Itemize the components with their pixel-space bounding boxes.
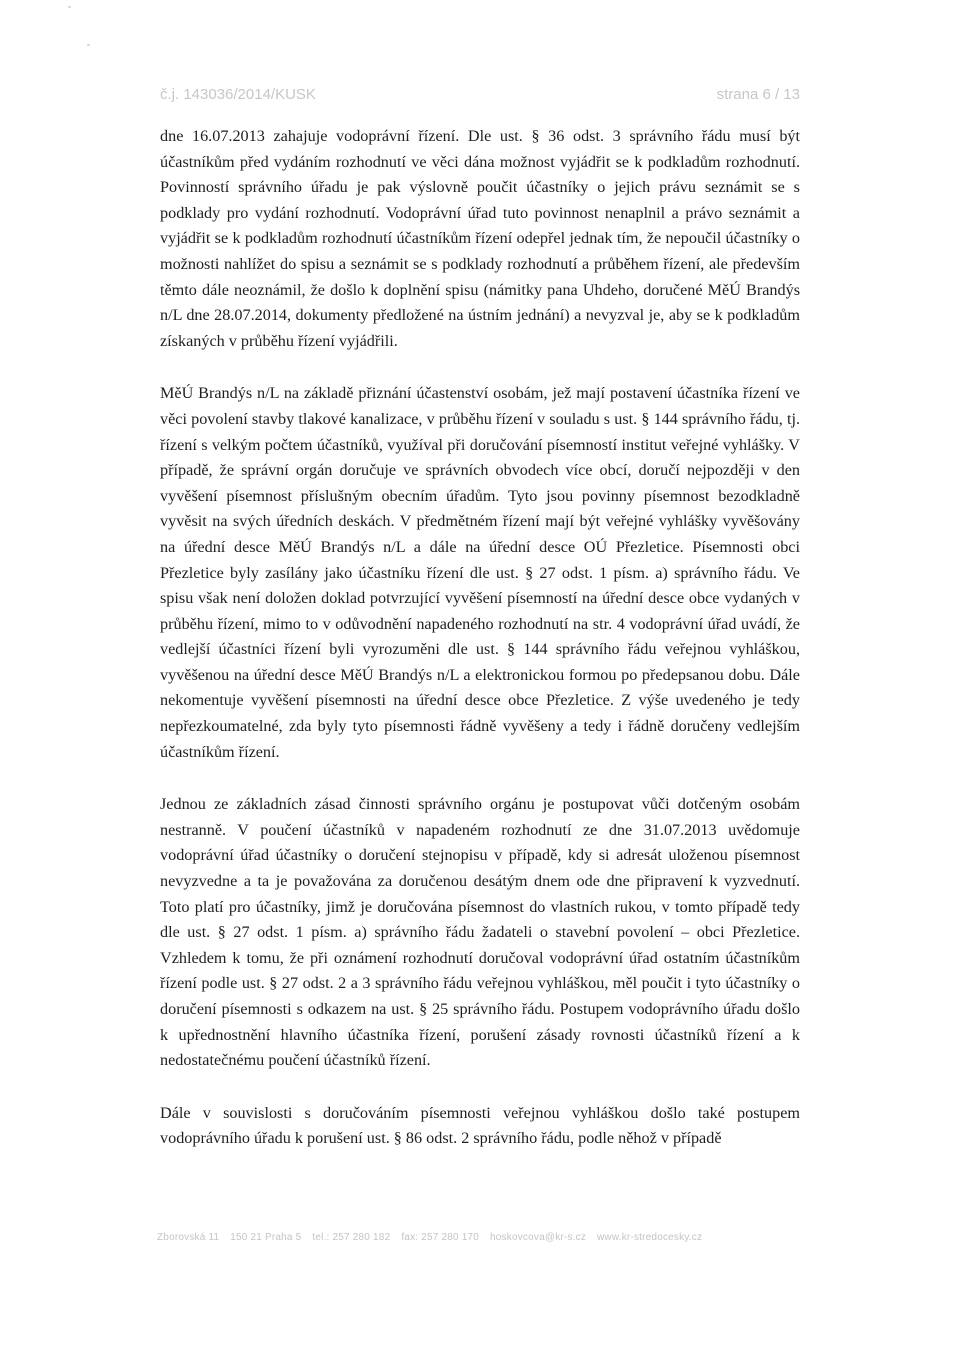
scan-speck: [87, 44, 90, 46]
page-number: strana 6 / 13: [716, 86, 800, 103]
footer-postcode: 150 21 Praha 5: [230, 1232, 302, 1243]
scan-speck: [68, 6, 71, 8]
document-reference: č.j. 143036/2014/KUSK: [160, 86, 316, 103]
document-body: [160, 124, 800, 1152]
paragraph-1: dne 16.07.2013 zahajuje vodoprávní řízení. Dle ust. § 36 odst. 3 správního řádu musí být účastníkům před vydáním rozhodnutí ve věci dána možnost vyjádřit se k podkladům rozhodnutí. Povinností správního úřadu je pak výslovně poučit účastníky o jejich právu seznámit se s podklady pro vydání rozhodnutí. Vodoprávní úřad tuto povinnost nenaplnil a právo seznámit a vyjádřit se k podkladům rozhodnutí účastníkům řízení odepřel jednak tím, že nepoučil účastníky o možnosti nahlížet do spisu a seznámit se s podklady rozhodnutí a průběhem řízení, ale především těmto dále neoznámil, že došlo k doplnění spisu (námitky pana Uhdeho, doručené MěÚ Brandýs n/L dne 28.07.2014, dokumenty předložené na ústním jednání) a nevyzval je, aby se k podkladům získaných v průběhu řízení vyjádřili.: [160, 127, 800, 350]
footer-web: www.kr-stredocesky.cz: [597, 1232, 703, 1243]
footer-phone: tel.: 257 280 182: [312, 1232, 391, 1243]
footer-email: hoskovcova@kr-s.cz: [490, 1232, 587, 1243]
paragraph-3: Jednou ze základních zásad činnosti správního orgánu je postupovat vůči dotčeným osobám nestranně. V poučení účastníků v napadeném rozhodnutí ze dne 31.07.2013 uvědomuje vodoprávní úřad účastníky o doručení stejnopisu v případě, kdy si adresát uloženou písemnost nevyzvedne a ta je považována za doručenou desátým dnem ode dne připravení k vyzvednutí. Toto platí pro účastníky, jimž je doručována písemnost do vlastních rukou, v tomto případě tedy dle ust. § 27 odst. 1 písm. a) správního řádu žadateli o stavební povolení – obci Přezletice. Vzhledem k tomu, že při oznámení rozhodnutí doručoval vodoprávní úřad ostatním účastníkům řízení podle ust. § 27 odst. 2 a 3 správního řádu veřejnou vyhláškou, měl poučit i tyto účastníky o doručení písemnosti s odkazem na ust. § 25 správního řádu. Postupem vodoprávního úřadu došlo k upřednostnění hlavního účastníka řízení, porušení zásady rovnosti účastníků řízení a k nedostatečnému poučení účastníků řízení.: [160, 795, 800, 1070]
page-footer: [157, 1232, 840, 1243]
footer-address: Zborovská 11: [157, 1232, 220, 1243]
paragraph-2: MěÚ Brandýs n/L na základě přiznání účastenství osobám, jež mají postavení účastníka řízení ve věci povolení stavby tlakové kanalizace, v průběhu řízení v souladu s ust. § 144 správního řádu, tj. řízení s velkým počtem účastníků, využíval při doručování písemností institut veřejné vyhlášky. V případě, že správní orgán doručuje ve správních obvodech více obcí, doručí nejpozději v den vyvěšení písemnost příslušným obecním úřadům. Tyto jsou povinny písemnost bezodkladně vyvěsit na svých úředních deskách. V předmětném řízení mají být veřejné vyhlášky vyvěšovány na úřední desce MěÚ Brandýs n/L a dále na úřední desce OÚ Přezletice. Písemnosti obci Přezletice byly zasílány jako účastníku řízení dle ust. § 27 odst. 1 písm. a) správního řádu. Ve spisu však není doložen doklad potvrzující vyvěšení písemností na úřední desce obce vydaných v průběhu řízení, mimo to v odůvodnění napadeného rozhodnutí na str. 4 vodoprávní úřad uvádí, že vedlejší účastníci řízení byli vyrozuměni dle ust. § 144 správního řádu veřejnou vyhláškou, vyvěšenou na úřední desce MěÚ Brandýs n/L a elektronickou formou po předepsanou dobu. Dále nekomentuje vyvěšení písemnosti na úřední desce obce Přezletice. Z výše uvedeného je tedy nepřezkoumatelné, zda byly tyto písemnosti řádně vyvěšeny a tedy i řádně doručeny vedlejším účastníkům řízení.: [160, 384, 800, 761]
footer-fax: fax: 257 280 170: [401, 1232, 480, 1243]
page-header: [160, 86, 800, 110]
paragraph-4: Dále v souvislosti s doručováním písemnosti veřejnou vyhláškou došlo také postupem vodoprávního úřadu k porušení ust. § 86 odst. 2 správního řádu, podle něhož v případě: [160, 1103, 800, 1148]
